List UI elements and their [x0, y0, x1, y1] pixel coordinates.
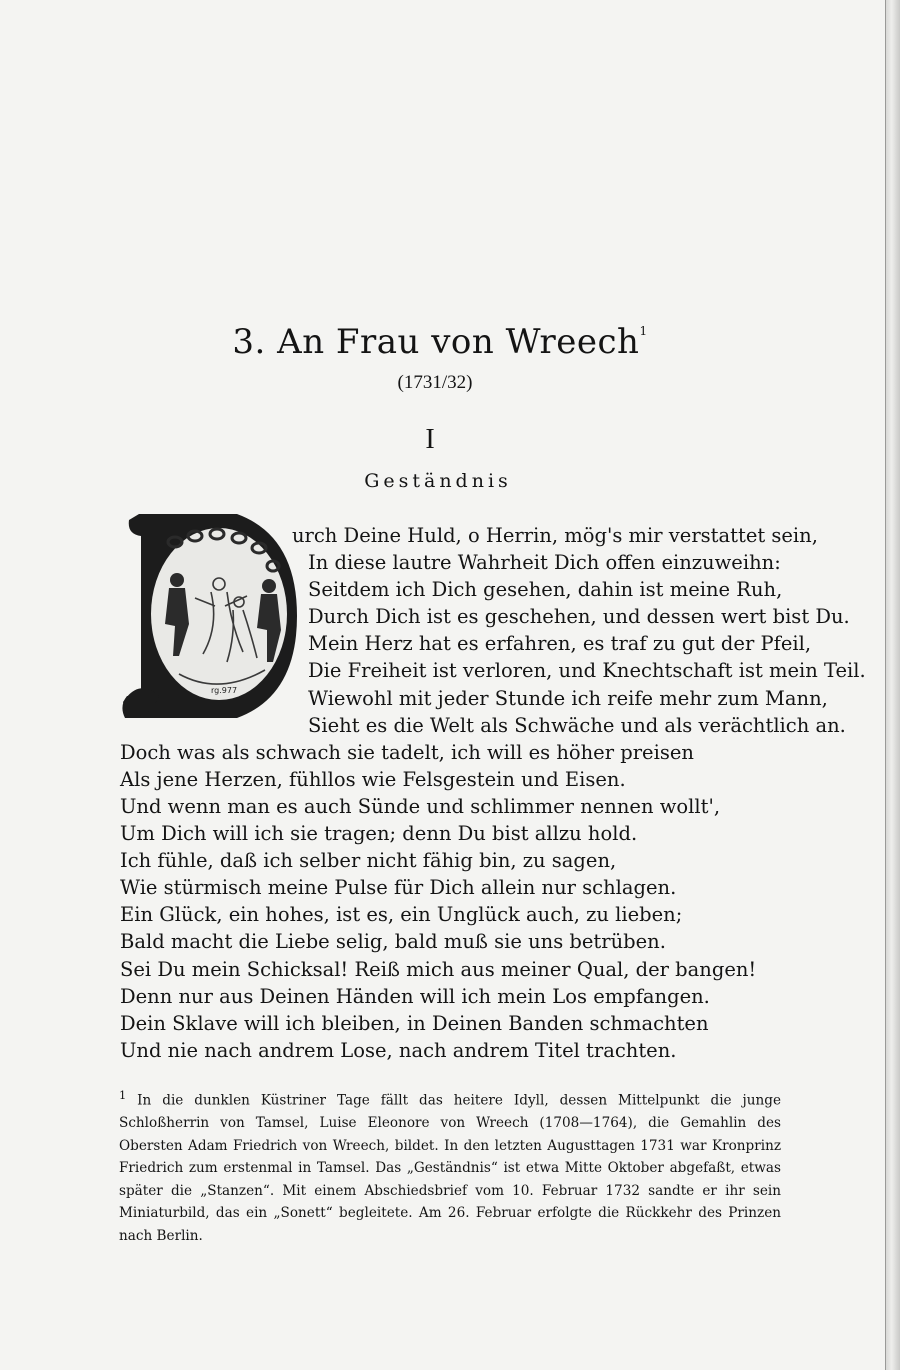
- poem-line-9: Doch was als schwach sie tadelt, ich will es höher preisen: [120, 740, 694, 764]
- poem-line-20: Und nie nach andrem Lose, nach andrem Titel trachten.: [120, 1038, 677, 1062]
- footnote-text: In die dunklen Küstriner Tage fällt das heitere Idyll, dessen Mittelpunkt die junge Schloßherrin von Tamsel, Luise Eleonore von Wreech (1708—1764), die Gemahlin des Obersten Adam Friedrich von Wreech, bildet. In den letzten Augusttagen 1731 war Kronprinz Friedrich zum erstenmal in Tamsel. Das „Geständnis“ ist etwa Mitte Oktober abgefaßt, etwas später die „Stanzen“. Mit einem Abschiedsbrief vom 10. Februar 1732 sandte er ihr sein Miniaturbild, das ein „Sonett“ begleitete. Am 26. Februar erfolgte die Rückkehr des Prinzen nach Berlin.: [119, 1092, 781, 1244]
- poem-line-15: Ein Glück, ein hohes, ist es, ein Unglück auch, zu lieben;: [120, 903, 683, 927]
- poem-subtitle: Geständnis: [364, 470, 512, 492]
- poem-title: An Frau von Wreech: [277, 322, 640, 362]
- poem-line-11: Und wenn man es auch Sünde und schlimmer nennen wollt',: [120, 794, 721, 818]
- poem-line-3: Seitdem ich Dich gesehen, dahin ist meine Ruh,: [308, 578, 783, 602]
- poem-line-14: Wie stürmisch meine Pulse für Dich allein nur schlagen.: [120, 876, 677, 900]
- part-numeral: I: [425, 424, 435, 455]
- poem-line-7: Wiewohl mit jeder Stunde ich reife mehr zum Mann,: [308, 686, 828, 710]
- poem-line-8: Sieht es die Welt als Schwäche und als verächtlich an.: [308, 713, 846, 737]
- decorated-initial: [119, 506, 301, 724]
- poem-line-19: Dein Sklave will ich bleiben, in Deinen Banden schmachten: [120, 1011, 709, 1035]
- poem-line-17: Sei Du mein Schicksal! Reiß mich aus meiner Qual, der bangen!: [120, 957, 757, 981]
- page-title: [0, 322, 880, 362]
- poem-line-12: Um Dich will ich sie tragen; denn Du bist allzu hold.: [120, 822, 638, 845]
- page-edge: [885, 0, 900, 1370]
- poem-line-4: Durch Dich ist es geschehen, und dessen wert bist Du.: [308, 605, 850, 629]
- poem-line-10: Als jene Herzen, fühllos wie Felsgestein und Eisen.: [120, 767, 626, 791]
- poem-line-5: Mein Herz hat es erfahren, es traf zu gut der Pfeil,: [308, 632, 812, 656]
- poem-line-13: Ich fühle, daß ich selber nicht fähig bin, zu sagen,: [120, 849, 617, 873]
- poem-line-18: Denn nur aus Deinen Händen will ich mein Los empfangen.: [120, 984, 710, 1008]
- poem-line-1: urch Deine Huld, o Herrin, mög's mir verstattet sein,: [292, 524, 818, 547]
- poem-number: 3.: [232, 322, 266, 362]
- initial-letter-d-ornament: [122, 514, 297, 718]
- poem-date: (1731/32): [397, 372, 473, 393]
- poem-line-16: Bald macht die Liebe selig, bald muß sie uns betrüben.: [120, 930, 666, 954]
- initial-signature: rg.977: [211, 686, 238, 695]
- footnote-marker: 1: [119, 1088, 127, 1102]
- poem-line-2: In diese lautre Wahrheit Dich offen einzuweihn:: [308, 551, 781, 574]
- poem-line-6: Die Freiheit ist verloren, und Knechtschaft ist mein Teil.: [308, 659, 866, 683]
- footnote-reference: 1: [639, 324, 648, 338]
- footnote: [119, 1084, 781, 1247]
